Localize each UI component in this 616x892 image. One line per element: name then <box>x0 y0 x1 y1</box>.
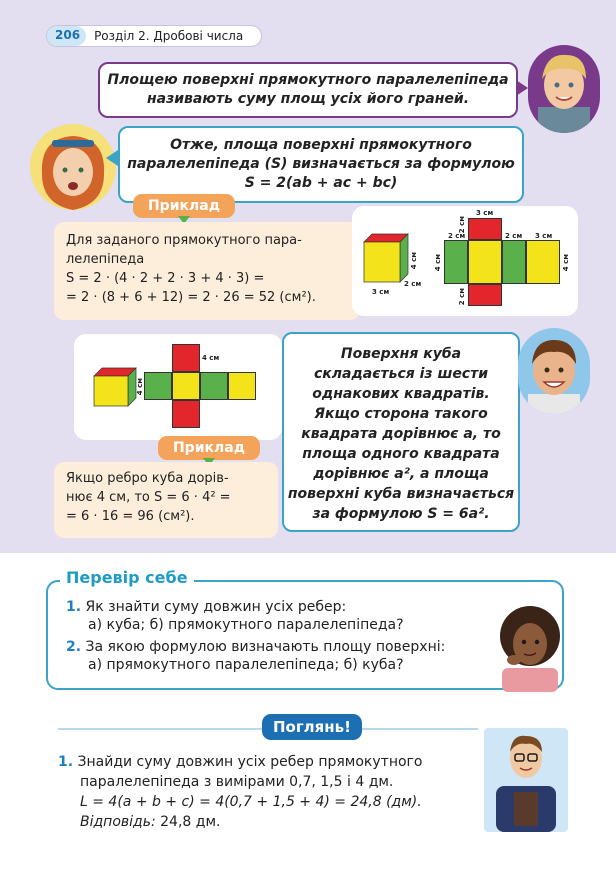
answer-value: 24,8 дм. <box>160 814 221 830</box>
question-2 <box>66 638 496 674</box>
cube-line: квадрата дорівнює a, то <box>301 426 501 442</box>
cube-line: Якщо сторона такого <box>314 406 488 422</box>
cube-net-back <box>228 372 256 400</box>
net-face-top <box>468 218 502 240</box>
cube-net-right <box>200 372 228 400</box>
cube-line: однакових квадратів. <box>312 386 490 402</box>
dimension-label: 3 см <box>535 232 553 240</box>
chapter-title: Розділ 2. Дробові числа <box>94 29 244 43</box>
example-line: лелепіпеда <box>66 252 145 267</box>
dimension-label: 2 см <box>505 232 523 240</box>
cube-net-bottom <box>172 400 200 428</box>
boy-smiling-avatar <box>518 328 590 414</box>
net-face-back <box>526 240 560 284</box>
net-face-left <box>444 240 468 284</box>
dimension-label: 4 см <box>562 254 570 272</box>
definition-line-2: називають суму площ усіх його граней. <box>146 91 470 107</box>
example-label: Приклад <box>158 436 260 460</box>
answer-label: Відповідь: <box>80 814 156 830</box>
cube-line: складається із шести <box>313 366 489 382</box>
net-face-right <box>502 240 526 284</box>
girl-thinking-avatar <box>490 602 564 692</box>
dimension-label: 4 см <box>434 254 442 272</box>
question-options: а) куба; б) прямокутного паралелепіпеда? <box>88 617 404 633</box>
example-line: Якщо ребро куба дорів- <box>66 471 229 486</box>
dimension-label: 2 см <box>458 216 466 234</box>
cube-line: дорівнює a², а площа <box>313 466 489 482</box>
question-options: а) прямокутного паралелепіпеда; б) куба? <box>88 657 404 673</box>
dimension-label: 4 см <box>136 378 144 396</box>
dimension-label: 4 см <box>202 354 220 362</box>
dimension-label: 2 см <box>458 288 466 306</box>
cube-line: Поверхня куба <box>340 346 462 362</box>
formula-line-1: Отже, площа поверхні прямокутного <box>170 137 472 153</box>
boy-avatar <box>528 45 600 133</box>
dimension-label: 2 см <box>448 232 466 240</box>
cube-surface-bubble <box>282 332 520 532</box>
task-line: Знайди суму довжин усіх ребер прямокутного <box>77 754 423 770</box>
task-number: 1. <box>58 754 74 770</box>
dimension-label: 2 см <box>404 280 422 288</box>
question-number: 1. <box>66 599 82 615</box>
formula-line-2: паралелепіпеда (S) визначається за формулою <box>127 156 515 172</box>
formula-line-3: S = 2(ab + ac + bc) <box>244 175 398 191</box>
net-face-front <box>468 240 502 284</box>
cube-line: площа одного квадрата <box>302 446 500 462</box>
question-text: Як знайти суму довжин усіх ребер: <box>85 599 347 615</box>
definition-line-1: Площею поверхні прямокутного паралелепіпеда <box>107 72 509 88</box>
example-label: Приклад <box>133 194 235 218</box>
cube-net-front <box>172 372 200 400</box>
boy-glasses-avatar <box>484 728 568 832</box>
question-number: 2. <box>66 639 82 655</box>
girl-avatar <box>30 124 116 210</box>
example-line: нює 4 см, то S = 6 · 4² = <box>66 490 231 505</box>
bubble-tail <box>516 80 528 96</box>
page-header <box>46 25 262 47</box>
task-line: паралелепіпеда з вимірами 0,7, 1,5 і 4 дм. <box>80 774 394 790</box>
dimension-label: 4 см <box>410 252 418 270</box>
question-text: За якою формулою визначають площу поверхні: <box>85 639 446 655</box>
page-number: 206 <box>47 26 86 46</box>
example-line: Для заданого прямокутного пара- <box>66 233 302 248</box>
dimension-label: 3 см <box>476 209 494 217</box>
task-solution: L = 4(a + b + c) = 4(0,7 + 1,5 + 4) = 24,8 (дм). <box>80 794 422 810</box>
example-box-parallelepiped <box>54 222 360 320</box>
example-line: S = 2 · (4 · 2 + 2 · 3 + 4 · 3) = <box>66 271 265 286</box>
cube-net-left <box>144 372 172 400</box>
example-box-cube <box>54 462 278 538</box>
formula-bubble <box>118 126 524 203</box>
cube-line: за формулою S = 6a². <box>312 506 490 522</box>
cube-line: поверхні куба визначається <box>287 486 515 502</box>
question-1 <box>66 598 496 634</box>
net-face-bottom <box>468 284 502 306</box>
cube-diagram <box>74 334 282 440</box>
example-line: = 2 · (8 + 6 + 12) = 2 · 26 = 52 (см²). <box>66 290 316 305</box>
parallelepiped-diagram <box>352 206 578 316</box>
definition-bubble <box>98 62 518 118</box>
example-line: = 6 · 16 = 96 (см²). <box>66 509 195 524</box>
cube-net-top <box>172 344 200 372</box>
bubble-tail <box>106 150 118 166</box>
look-task <box>58 752 478 832</box>
look-title: Поглянь! <box>262 714 362 740</box>
check-yourself-title: Перевір себе <box>60 568 194 587</box>
dimension-label: 3 см <box>372 288 390 296</box>
